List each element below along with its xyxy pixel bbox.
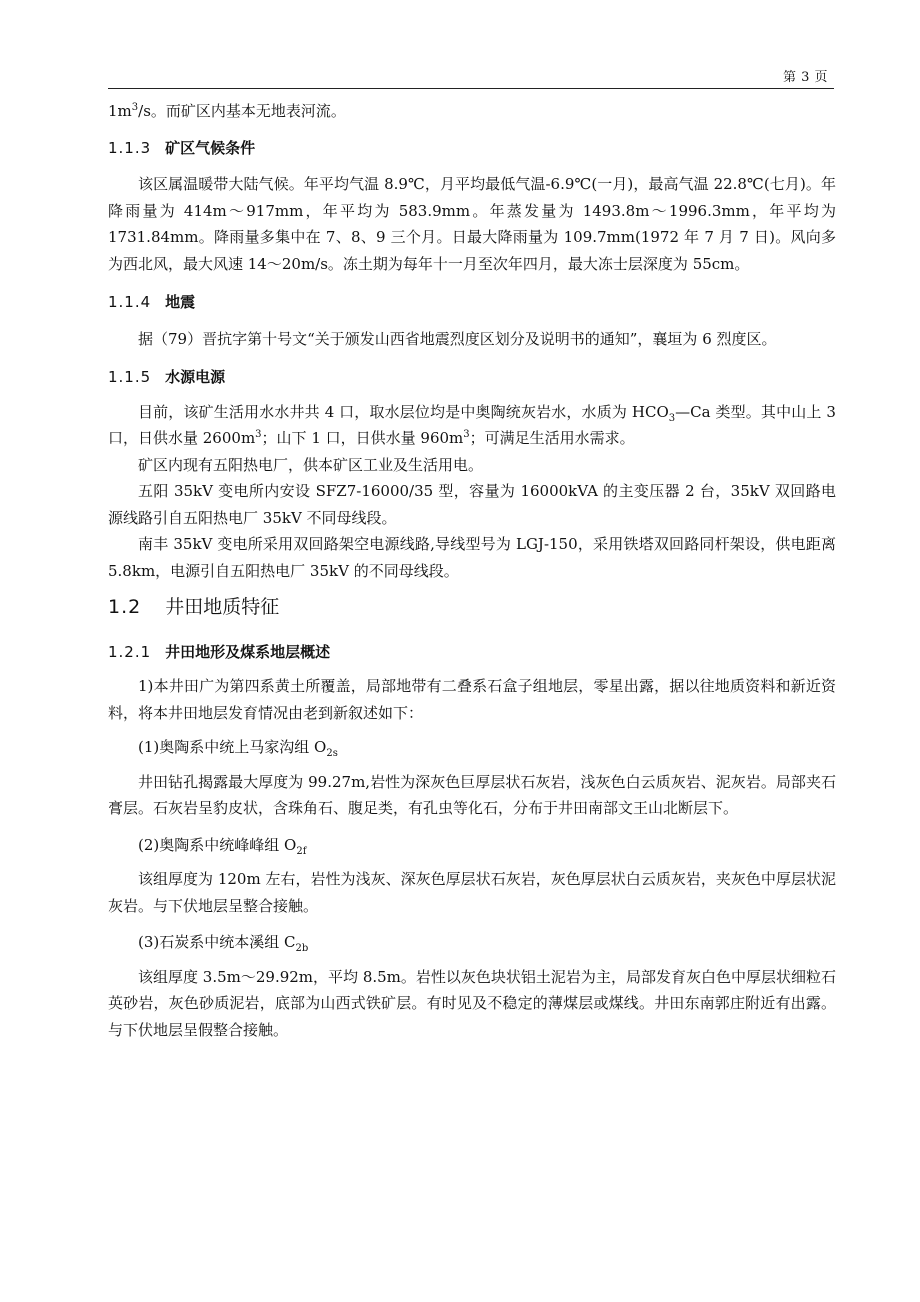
stratum-description-3: 该组厚度 3.5m～29.92m，平均 8.5m。岩性以灰色块状铝土泥岩为主，局部发育灰白色中厚层状细粒石英砂岩，灰色砂质泥岩，底部为山西式铁矿层。有时见及不稳定的薄煤层或煤线。井田东南郭庄附近有出露。与下伏地层呈假整合接触。 bbox=[108, 967, 836, 1039]
paragraph-nanfeng-substation: 南丰 35kV 变电所采用双回路架空电源线路,导线型号为 LGJ-150，采用铁塔双回路同杆架设，供电距离 5.8km，电源引自五阳热电厂 35kV 的不同母线段。 bbox=[108, 535, 836, 580]
section-heading-1-1-5 bbox=[108, 364, 836, 391]
paragraph-intro: $1m^3/s$。而矿区内基本无地表河流。 bbox=[108, 102, 346, 120]
section-title: 井田地形及煤系地层概述 bbox=[165, 642, 331, 661]
section-number: 1.1.3 bbox=[108, 138, 152, 157]
section-title: 地震 bbox=[165, 293, 196, 311]
section-number: 1.2.1 bbox=[108, 642, 152, 661]
section-heading-1-2-1 bbox=[108, 639, 836, 666]
stratum-heading-3: (3)石炭系中统本溪组 $C_{2b}$ bbox=[138, 933, 309, 954]
section-heading-1-2 bbox=[108, 594, 836, 621]
stratum-description-2: 该组厚度为 120m 左右，岩性为浅灰、深灰色厚层状石灰岩，灰色厚层状白云质灰岩，夹灰色中厚层状泥灰岩。与下伏地层呈整合接触。 bbox=[108, 870, 836, 915]
section-heading-1-1-4 bbox=[108, 289, 836, 316]
paragraph-earthquake: 据（79）晋抗字第十号文“关于颁发山西省地震烈度区划分及说明书的通知”，襄垣为 6 烈度区。 bbox=[138, 329, 777, 348]
section-title: 水源电源 bbox=[165, 368, 226, 386]
section-number: 1.2 bbox=[108, 596, 142, 618]
stratum-description-1: 井田钻孔揭露最大厚度为 99.27m,岩性为深灰色巨厚层状石灰岩，浅灰色白云质灰岩、泥灰岩。局部夹石膏层。石灰岩呈豹皮状，含珠角石、腹足类，有孔虫等化石，分布于井田南部文王山北断层下。 bbox=[108, 772, 836, 817]
page-header bbox=[108, 62, 834, 89]
section-heading-1-1-3 bbox=[108, 135, 836, 162]
stratum-heading-2: (2)奥陶系中统峰峰组 $O_{2f}$ bbox=[138, 835, 307, 857]
paragraph-strata-intro: 1)本井田广为第四系黄土所覆盖，局部地带有二叠系石盒子组地层，零星出露，据以往地质资料和新近资料，将本井田地层发育情况由老到新叙述如下： bbox=[108, 677, 836, 722]
section-number: 1.1.5 bbox=[108, 368, 152, 386]
paragraph-power-plant: 矿区内现有五阳热电厂，供本矿区工业及生活用电。 bbox=[138, 455, 484, 474]
section-number: 1.1.4 bbox=[108, 293, 152, 311]
paragraph-wuyang-substation: 五阳 35kV 变电所内安设 SFZ7-16000/35 型，容量为 16000kVA 的主变压器 2 台，35kV 双回路电源线路引自五阳热电厂 35kV 不同母线段。 bbox=[108, 482, 836, 527]
paragraph-water-supply: 目前，该矿生活用水水井共 4 口，取水层位均是中奥陶统灰岩水，水质为 $HCO_3—Ca$ 类型。其中山上 3 口，日供水量 $2600m^3$；山下 1 口，日供水量 $960m^3$；可满足生活用水需求。 bbox=[108, 402, 836, 447]
stratum-heading-1: (1)奥陶系中统上马家沟组 $O_{2s}$ bbox=[138, 738, 338, 759]
section-title: 矿区气候条件 bbox=[165, 138, 256, 157]
document-body bbox=[108, 98, 836, 1043]
section-title: 井田地质特征 bbox=[165, 596, 280, 618]
paragraph-climate: 该区属温暖带大陆气候。年平均气温 8.9℃，月平均最低气温-6.9℃(一月)，最高气温 22.8℃(七月)。年降雨量为 414m～917mm，年平均为 583.9mm。年蒸发量为 1493.8m～1996.3mm，年平均为 1731.84mm。降雨量多集中在 7、8、9 三个月。日最大降雨量为 109.7mm(1972 年 7 月 7 日)。风向多为西北风，最大风速 14～20m/s。冻土期为每年十一月至次年四月，最大冻士层深度为 55cm。 bbox=[108, 175, 836, 273]
page-number: 第 3 页 bbox=[782, 70, 828, 85]
